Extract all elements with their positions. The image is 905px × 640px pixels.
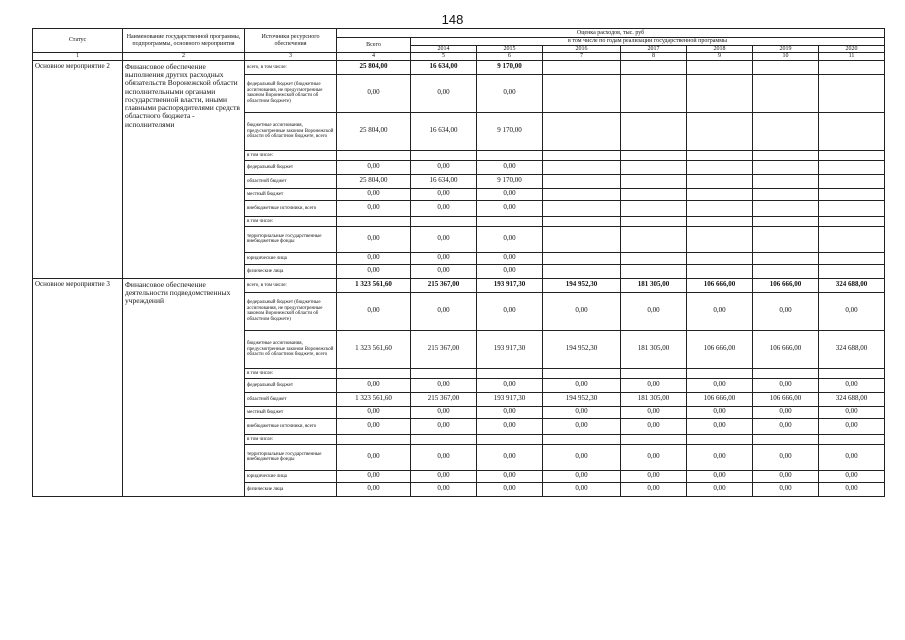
year-value-cell	[819, 188, 885, 200]
year-value-cell: 0,00	[819, 470, 885, 482]
source-cell: в том числе:	[245, 368, 337, 378]
header-year: 2015	[477, 45, 543, 53]
year-value-cell	[819, 368, 885, 378]
year-value-cell: 0,00	[543, 482, 621, 496]
year-value-cell	[621, 174, 687, 188]
status-cell: Основное мероприятие 2	[33, 60, 123, 278]
year-value-cell: 0,00	[477, 406, 543, 418]
total-value-cell: 0,00	[337, 406, 411, 418]
year-value-cell: 0,00	[687, 444, 753, 470]
year-value-cell	[411, 216, 477, 226]
year-value-cell: 0,00	[753, 378, 819, 392]
source-cell: территориальные государственные внебюджетные фонды	[245, 226, 337, 252]
year-value-cell: 0,00	[819, 418, 885, 434]
total-value-cell: 0,00	[337, 160, 411, 174]
column-number: 1	[33, 53, 123, 61]
year-value-cell	[819, 252, 885, 264]
year-value-cell: 194 952,30	[543, 330, 621, 368]
source-cell: областной бюджет	[245, 392, 337, 406]
year-value-cell	[687, 160, 753, 174]
source-cell: бюджетные ассигнования, предусмотренные законом Воронежской области об областном бюджете, всего	[245, 330, 337, 368]
source-cell: всего, в том числе:	[245, 60, 337, 74]
year-value-cell: 0,00	[477, 482, 543, 496]
total-value-cell: 0,00	[337, 418, 411, 434]
year-value-cell: 0,00	[411, 188, 477, 200]
year-value-cell	[621, 200, 687, 216]
year-value-cell	[819, 264, 885, 278]
year-value-cell	[753, 264, 819, 278]
year-value-cell: 0,00	[411, 226, 477, 252]
year-value-cell: 0,00	[687, 378, 753, 392]
year-value-cell	[543, 226, 621, 252]
header-year: 2018	[687, 45, 753, 53]
year-value-cell	[687, 368, 753, 378]
header-year: 2020	[819, 45, 885, 53]
year-value-cell: 106 666,00	[753, 330, 819, 368]
year-value-cell: 0,00	[477, 160, 543, 174]
total-value-cell: 0,00	[337, 226, 411, 252]
year-value-cell: 0,00	[411, 470, 477, 482]
year-value-cell: 16 634,00	[411, 174, 477, 188]
year-value-cell: 181 305,00	[621, 330, 687, 368]
year-value-cell	[753, 160, 819, 174]
header-year: 2019	[753, 45, 819, 53]
year-value-cell: 0,00	[543, 418, 621, 434]
year-value-cell: 0,00	[543, 470, 621, 482]
year-value-cell: 0,00	[621, 406, 687, 418]
total-value-cell: 0,00	[337, 292, 411, 330]
year-value-cell	[621, 188, 687, 200]
total-value-cell: 1 323 561,60	[337, 330, 411, 368]
year-value-cell	[543, 216, 621, 226]
year-value-cell: 0,00	[477, 444, 543, 470]
year-value-cell: 324 688,00	[819, 392, 885, 406]
year-value-cell: 0,00	[543, 292, 621, 330]
year-value-cell: 0,00	[477, 188, 543, 200]
source-cell: в том числе:	[245, 216, 337, 226]
year-value-cell: 9 170,00	[477, 174, 543, 188]
header-estimate: Оценка расходов, тыс. руб	[337, 29, 885, 38]
year-value-cell: 215 367,00	[411, 392, 477, 406]
column-number: 2	[123, 53, 245, 61]
year-value-cell: 194 952,30	[543, 392, 621, 406]
year-value-cell	[543, 112, 621, 150]
year-value-cell	[687, 112, 753, 150]
year-value-cell	[819, 216, 885, 226]
header-by-years: в том числе по годам реализации государственной программы	[411, 38, 885, 46]
year-value-cell	[543, 60, 621, 74]
header-total: Всего	[337, 38, 411, 53]
year-value-cell: 0,00	[543, 444, 621, 470]
year-value-cell: 215 367,00	[411, 278, 477, 292]
budget-table	[32, 28, 885, 497]
total-value-cell	[337, 216, 411, 226]
source-cell: в том числе:	[245, 150, 337, 160]
year-value-cell: 0,00	[477, 226, 543, 252]
year-value-cell: 0,00	[477, 378, 543, 392]
year-value-cell: 0,00	[543, 378, 621, 392]
header-year: 2017	[621, 45, 687, 53]
year-value-cell	[621, 216, 687, 226]
year-value-cell: 0,00	[687, 470, 753, 482]
year-value-cell: 0,00	[819, 378, 885, 392]
year-value-cell	[819, 112, 885, 150]
year-value-cell	[621, 434, 687, 444]
year-value-cell	[621, 60, 687, 74]
year-value-cell	[411, 434, 477, 444]
year-value-cell: 324 688,00	[819, 278, 885, 292]
year-value-cell: 0,00	[477, 418, 543, 434]
source-cell: юридические лица	[245, 252, 337, 264]
year-value-cell: 0,00	[477, 292, 543, 330]
year-value-cell: 0,00	[411, 444, 477, 470]
total-value-cell	[337, 368, 411, 378]
source-cell: местный бюджет	[245, 406, 337, 418]
year-value-cell: 0,00	[411, 482, 477, 496]
year-value-cell: 0,00	[819, 444, 885, 470]
year-value-cell: 0,00	[621, 292, 687, 330]
year-value-cell: 0,00	[477, 252, 543, 264]
source-cell: территориальные государственные внебюджетные фонды	[245, 444, 337, 470]
column-number: 8	[621, 53, 687, 61]
year-value-cell: 0,00	[411, 200, 477, 216]
total-value-cell: 1 323 561,60	[337, 392, 411, 406]
year-value-cell: 0,00	[411, 252, 477, 264]
year-value-cell: 0,00	[621, 482, 687, 496]
year-value-cell	[543, 434, 621, 444]
year-value-cell	[687, 200, 753, 216]
year-value-cell	[411, 150, 477, 160]
year-value-cell	[687, 174, 753, 188]
year-value-cell	[753, 252, 819, 264]
column-number: 6	[477, 53, 543, 61]
source-cell: физические лица	[245, 264, 337, 278]
year-value-cell	[621, 264, 687, 278]
year-value-cell	[753, 112, 819, 150]
year-value-cell	[819, 160, 885, 174]
year-value-cell	[477, 216, 543, 226]
source-cell: внебюджетные источники, всего	[245, 418, 337, 434]
year-value-cell	[543, 150, 621, 160]
year-value-cell	[477, 150, 543, 160]
column-number: 7	[543, 53, 621, 61]
column-number: 4	[337, 53, 411, 61]
year-value-cell	[687, 434, 753, 444]
year-value-cell: 181 305,00	[621, 392, 687, 406]
year-value-cell	[477, 368, 543, 378]
year-value-cell	[819, 74, 885, 112]
year-value-cell: 0,00	[411, 264, 477, 278]
year-value-cell: 16 634,00	[411, 60, 477, 74]
year-value-cell: 215 367,00	[411, 330, 477, 368]
year-value-cell	[753, 216, 819, 226]
year-value-cell: 0,00	[621, 418, 687, 434]
table-row	[33, 60, 885, 74]
total-value-cell: 0,00	[337, 74, 411, 112]
year-value-cell: 193 917,30	[477, 392, 543, 406]
year-value-cell	[819, 434, 885, 444]
source-cell: областной бюджет	[245, 174, 337, 188]
year-value-cell: 0,00	[753, 470, 819, 482]
year-value-cell: 0,00	[621, 444, 687, 470]
year-value-cell: 9 170,00	[477, 112, 543, 150]
year-value-cell: 0,00	[477, 470, 543, 482]
header-year: 2016	[543, 45, 621, 53]
source-cell: физические лица	[245, 482, 337, 496]
year-value-cell: 0,00	[411, 74, 477, 112]
total-value-cell: 0,00	[337, 378, 411, 392]
column-number: 5	[411, 53, 477, 61]
year-value-cell: 0,00	[411, 406, 477, 418]
year-value-cell	[621, 150, 687, 160]
source-cell: федеральный бюджет (бюджетные ассигнования, не предусмотренные законом Воронежской области об областном бюджете)	[245, 292, 337, 330]
year-value-cell: 0,00	[687, 406, 753, 418]
year-value-cell	[543, 368, 621, 378]
header-year: 2014	[411, 45, 477, 53]
year-value-cell: 9 170,00	[477, 60, 543, 74]
year-value-cell	[621, 226, 687, 252]
total-value-cell: 0,00	[337, 252, 411, 264]
year-value-cell	[753, 200, 819, 216]
source-cell: в том числе:	[245, 434, 337, 444]
program-name-cell: Финансовое обеспечение деятельности подведомственных учреждений	[123, 278, 245, 496]
status-cell: Основное мероприятие 3	[33, 278, 123, 496]
year-value-cell	[753, 150, 819, 160]
year-value-cell	[621, 368, 687, 378]
year-value-cell	[543, 160, 621, 174]
year-value-cell	[543, 264, 621, 278]
year-value-cell: 193 917,30	[477, 278, 543, 292]
year-value-cell: 0,00	[819, 406, 885, 418]
table-row	[33, 278, 885, 292]
year-value-cell	[543, 252, 621, 264]
year-value-cell	[687, 150, 753, 160]
header-status: Статус	[33, 29, 123, 53]
total-value-cell: 25 804,00	[337, 112, 411, 150]
year-value-cell: 0,00	[687, 482, 753, 496]
year-value-cell	[753, 434, 819, 444]
source-cell: федеральный бюджет (бюджетные ассигнования, не предусмотренные законом Воронежской области об областном бюджете)	[245, 74, 337, 112]
year-value-cell	[687, 74, 753, 112]
year-value-cell: 0,00	[819, 482, 885, 496]
year-value-cell	[687, 60, 753, 74]
year-value-cell	[753, 174, 819, 188]
year-value-cell: 193 917,30	[477, 330, 543, 368]
source-cell: внебюджетные источники, всего	[245, 200, 337, 216]
year-value-cell	[753, 60, 819, 74]
year-value-cell	[477, 434, 543, 444]
column-number: 3	[245, 53, 337, 61]
year-value-cell: 0,00	[753, 444, 819, 470]
year-value-cell: 16 634,00	[411, 112, 477, 150]
year-value-cell	[687, 216, 753, 226]
year-value-cell: 0,00	[411, 378, 477, 392]
total-value-cell: 0,00	[337, 188, 411, 200]
total-value-cell: 0,00	[337, 200, 411, 216]
year-value-cell	[753, 188, 819, 200]
year-value-cell: 0,00	[411, 418, 477, 434]
year-value-cell	[687, 188, 753, 200]
total-value-cell: 0,00	[337, 470, 411, 482]
year-value-cell	[621, 112, 687, 150]
year-value-cell	[819, 200, 885, 216]
year-value-cell	[687, 252, 753, 264]
column-number: 11	[819, 53, 885, 61]
year-value-cell: 0,00	[687, 292, 753, 330]
total-value-cell	[337, 150, 411, 160]
page-number: 148	[441, 12, 464, 27]
year-value-cell: 0,00	[621, 378, 687, 392]
year-value-cell	[543, 200, 621, 216]
source-cell: всего, в том числе:	[245, 278, 337, 292]
program-name-cell: Финансовое обеспечение выполнения других расходных обязательств Воронежской области исполнительными органами государственной власти, иными главными распорядителями средств областного бюджета - исполнителями	[123, 60, 245, 278]
year-value-cell	[543, 174, 621, 188]
table-body	[33, 60, 885, 496]
year-value-cell	[819, 60, 885, 74]
year-value-cell	[687, 226, 753, 252]
column-number: 10	[753, 53, 819, 61]
total-value-cell: 0,00	[337, 264, 411, 278]
year-value-cell	[753, 368, 819, 378]
total-value-cell: 0,00	[337, 482, 411, 496]
year-value-cell	[543, 74, 621, 112]
source-cell: федеральный бюджет	[245, 378, 337, 392]
year-value-cell: 0,00	[819, 292, 885, 330]
year-value-cell	[621, 74, 687, 112]
total-value-cell	[337, 434, 411, 444]
year-value-cell	[819, 150, 885, 160]
year-value-cell: 106 666,00	[687, 392, 753, 406]
year-value-cell	[687, 264, 753, 278]
year-value-cell: 0,00	[753, 482, 819, 496]
year-value-cell: 0,00	[477, 200, 543, 216]
year-value-cell	[543, 188, 621, 200]
year-value-cell: 194 952,30	[543, 278, 621, 292]
source-cell: местный бюджет	[245, 188, 337, 200]
source-cell: юридические лица	[245, 470, 337, 482]
column-number: 9	[687, 53, 753, 61]
year-value-cell	[753, 74, 819, 112]
total-value-cell: 25 804,00	[337, 174, 411, 188]
year-value-cell: 0,00	[543, 406, 621, 418]
year-value-cell: 106 666,00	[687, 330, 753, 368]
total-value-cell: 1 323 561,60	[337, 278, 411, 292]
year-value-cell: 0,00	[477, 74, 543, 112]
year-value-cell	[819, 226, 885, 252]
source-cell: бюджетные ассигнования, предусмотренные законом Воронежской области об областном бюджете, всего	[245, 112, 337, 150]
total-value-cell: 0,00	[337, 444, 411, 470]
year-value-cell: 181 305,00	[621, 278, 687, 292]
year-value-cell	[753, 226, 819, 252]
year-value-cell: 106 666,00	[753, 278, 819, 292]
year-value-cell	[621, 160, 687, 174]
year-value-cell: 0,00	[621, 470, 687, 482]
year-value-cell: 324 688,00	[819, 330, 885, 368]
year-value-cell: 106 666,00	[753, 392, 819, 406]
year-value-cell: 0,00	[753, 418, 819, 434]
total-value-cell: 25 804,00	[337, 60, 411, 74]
header-sources: Источники ресурсного обеспечения	[245, 29, 337, 53]
year-value-cell: 0,00	[411, 160, 477, 174]
year-value-cell: 0,00	[753, 292, 819, 330]
year-value-cell	[819, 174, 885, 188]
year-value-cell	[411, 368, 477, 378]
year-value-cell	[621, 252, 687, 264]
year-value-cell: 0,00	[411, 292, 477, 330]
year-value-cell: 0,00	[687, 418, 753, 434]
header-program-name: Наименование государственной программы, подпрограммы, основного мероприятия	[123, 29, 245, 53]
source-cell: федеральный бюджет	[245, 160, 337, 174]
year-value-cell: 0,00	[753, 406, 819, 418]
year-value-cell: 0,00	[477, 264, 543, 278]
year-value-cell: 106 666,00	[687, 278, 753, 292]
